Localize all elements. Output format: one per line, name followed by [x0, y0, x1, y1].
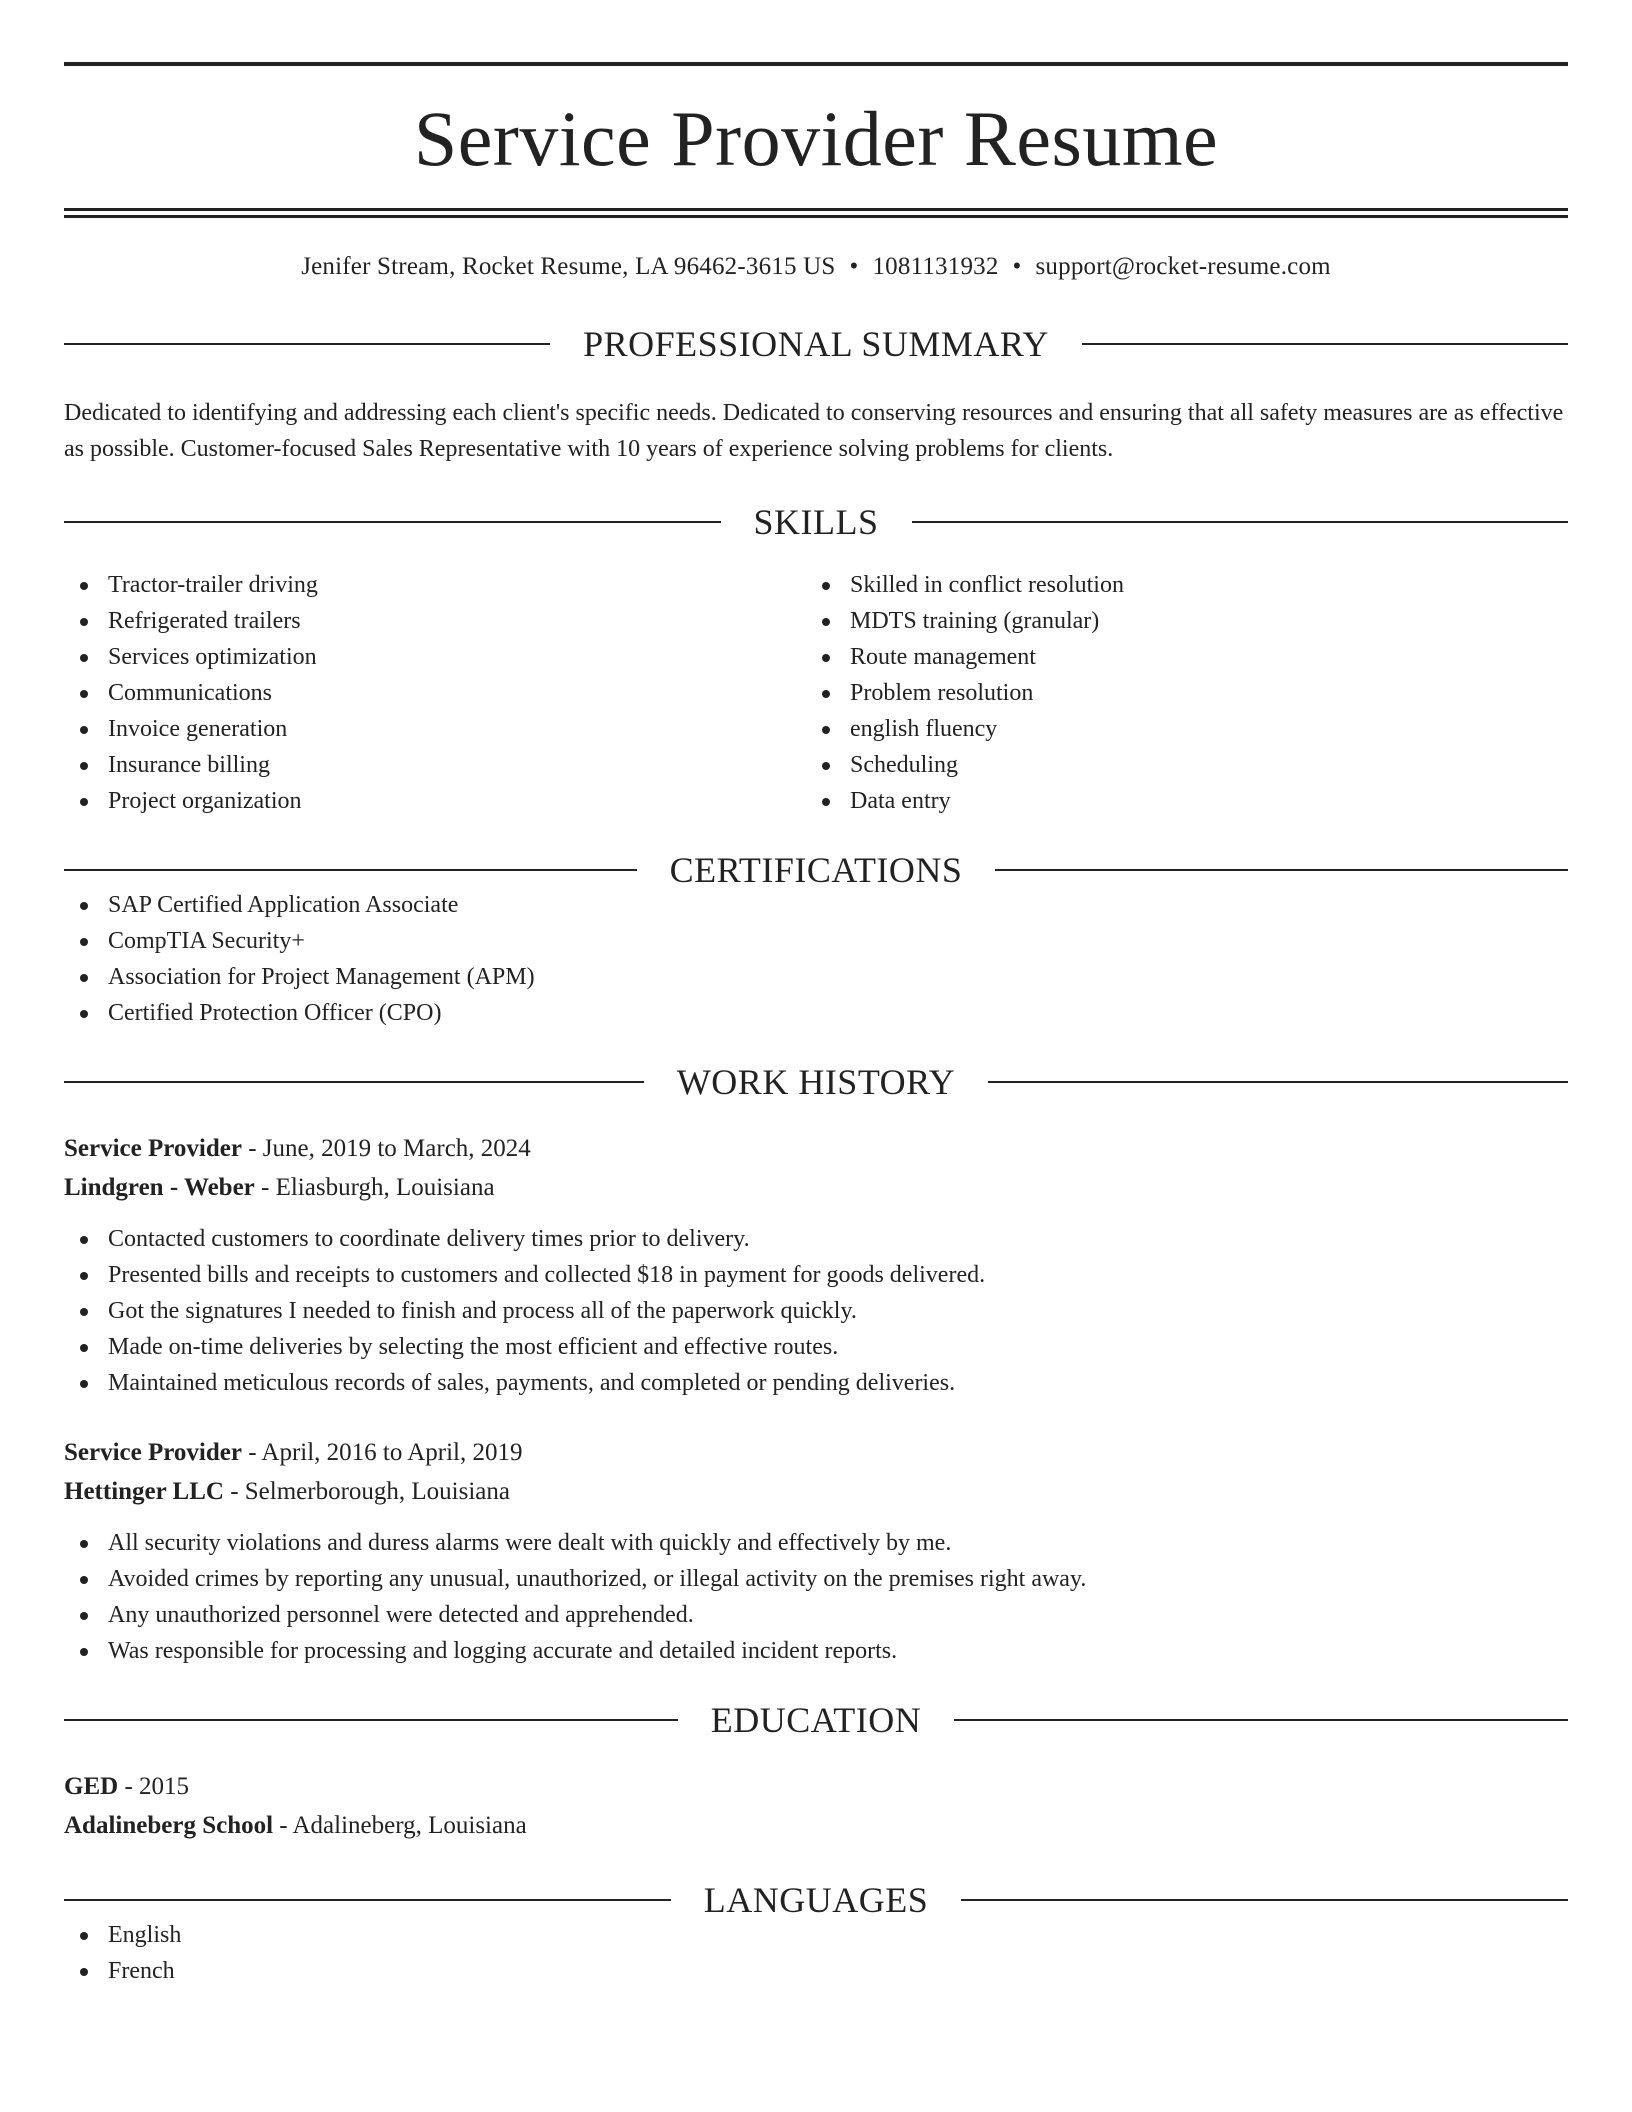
- contact-email: support@rocket-resume.com: [1035, 253, 1331, 280]
- heading-rule: [64, 1719, 678, 1721]
- job-location: - Selmerborough, Louisiana: [223, 1478, 510, 1505]
- certification-item: CompTIA Security+: [64, 923, 1568, 959]
- skill-item: Scheduling: [806, 747, 1548, 783]
- certifications-list: [64, 887, 1568, 1031]
- job-location: - Eliasburgh, Louisiana: [254, 1174, 495, 1201]
- languages-list: [64, 1917, 1568, 1989]
- heading-rule: [64, 343, 550, 345]
- job-duty: Got the signatures I needed to finish and process all of the paperwork quickly.: [64, 1293, 1568, 1329]
- job-duty: All security violations and duress alarms were dealt with quickly and effectively by me.: [64, 1525, 1568, 1561]
- languages-heading-label: LANGUAGES: [703, 1880, 929, 1920]
- job-duty: Presented bills and receipts to customers and collected $18 in payment for goods delivered.: [64, 1257, 1568, 1293]
- resume-title: Service Provider Resume: [413, 95, 1219, 182]
- skill-item: Problem resolution: [806, 675, 1548, 711]
- skills-heading: [64, 502, 1568, 542]
- education-year: - 2015: [118, 1773, 190, 1800]
- job-duty: Made on-time deliveries by selecting the most efficient and effective routes.: [64, 1329, 1568, 1365]
- job-entry: [64, 1433, 1568, 1669]
- education-school: Adalineberg School: [64, 1812, 274, 1839]
- heading-rule: [64, 1899, 671, 1901]
- job-duty: Was responsible for processing and logging accurate and detailed incident reports.: [64, 1633, 1568, 1669]
- summary-text: Dedicated to identifying and addressing each client's specific needs. Dedicated to conserving resources and ensuring that all safety measures are as effective as possible. Customer-focused Sales Representative with 10 years of experience solving problems for clients.: [64, 400, 1564, 462]
- heading-rule: [954, 1719, 1568, 1721]
- skill-item: Project organization: [64, 783, 806, 819]
- skill-item: MDTS training (granular): [806, 603, 1548, 639]
- heading-rule: [1082, 343, 1568, 345]
- skill-item: Services optimization: [64, 639, 806, 675]
- job-duty: Maintained meticulous records of sales, payments, and completed or pending deliveries.: [64, 1365, 1568, 1401]
- work-history-heading-label: WORK HISTORY: [676, 1062, 956, 1102]
- job-company-line: [64, 1472, 1568, 1511]
- certification-item: SAP Certified Application Associate: [64, 887, 1568, 923]
- skill-item: Skilled in conflict resolution: [806, 567, 1548, 603]
- skill-item: Data entry: [806, 783, 1548, 819]
- education-heading: [64, 1700, 1568, 1740]
- education-degree: GED: [64, 1773, 119, 1800]
- skill-item: Route management: [806, 639, 1548, 675]
- job-company: Lindgren - Weber: [64, 1174, 255, 1201]
- skill-item: Invoice generation: [64, 711, 806, 747]
- job-duties: [64, 1221, 1568, 1401]
- job-duty: Contacted customers to coordinate delivery times prior to delivery.: [64, 1221, 1568, 1257]
- education-location: - Adalineberg, Louisiana: [273, 1812, 527, 1839]
- certification-item: Certified Protection Officer (CPO): [64, 995, 1568, 1031]
- skills-heading-label: SKILLS: [753, 502, 879, 542]
- job-duties: [64, 1525, 1568, 1669]
- languages-heading: [64, 1880, 1568, 1920]
- top-rule: [64, 62, 1568, 66]
- summary-heading: [64, 324, 1568, 364]
- title-double-rule: [64, 208, 1568, 218]
- contact-separator: •: [1012, 253, 1022, 280]
- contact-phone: 1081131932: [872, 253, 999, 280]
- certifications-heading-label: CERTIFICATIONS: [669, 850, 963, 890]
- contact-separator: •: [849, 253, 859, 280]
- skills-column-left: [64, 567, 806, 819]
- education-entry: [64, 1767, 1568, 1845]
- skill-item: Tractor-trailer driving: [64, 567, 806, 603]
- skill-item: Insurance billing: [64, 747, 806, 783]
- education-heading-label: EDUCATION: [710, 1700, 922, 1740]
- certification-item: Association for Project Management (APM): [64, 959, 1568, 995]
- job-title: Service Provider: [64, 1439, 242, 1466]
- job-title-line: [64, 1433, 1568, 1472]
- heading-rule: [995, 869, 1568, 871]
- job-dates: - April, 2016 to April, 2019: [241, 1439, 523, 1466]
- skill-item: Communications: [64, 675, 806, 711]
- language-item: English: [64, 1917, 1568, 1953]
- heading-rule: [64, 521, 721, 523]
- job-company: Hettinger LLC: [64, 1478, 224, 1505]
- heading-rule: [912, 521, 1569, 523]
- summary-heading-label: PROFESSIONAL SUMMARY: [583, 324, 1049, 364]
- education-school-line: [64, 1806, 1568, 1845]
- heading-rule: [961, 1899, 1568, 1901]
- job-entry: [64, 1129, 1568, 1401]
- skill-item: Refrigerated trailers: [64, 603, 806, 639]
- job-title-line: [64, 1129, 1568, 1168]
- job-duty: Any unauthorized personnel were detected and apprehended.: [64, 1597, 1568, 1633]
- heading-rule: [64, 1081, 644, 1083]
- language-item: French: [64, 1953, 1568, 1989]
- job-duty: Avoided crimes by reporting any unusual, unauthorized, or illegal activity on the premises right away.: [64, 1561, 1568, 1597]
- certifications-heading: [64, 850, 1568, 890]
- heading-rule: [64, 869, 637, 871]
- work-history-heading: [64, 1062, 1568, 1102]
- contact-address: Jenifer Stream, Rocket Resume, LA 96462-3615 US: [301, 253, 836, 280]
- resume-page: [64, 62, 1568, 1989]
- skills-column-right: [806, 567, 1548, 819]
- heading-rule: [988, 1081, 1568, 1083]
- contact-line: [64, 253, 1568, 281]
- education-degree-line: [64, 1767, 1568, 1806]
- job-title: Service Provider: [64, 1135, 242, 1162]
- skill-item: english fluency: [806, 711, 1548, 747]
- job-dates: - June, 2019 to March, 2024: [241, 1135, 531, 1162]
- job-company-line: [64, 1168, 1568, 1207]
- skills-list: [64, 567, 1568, 819]
